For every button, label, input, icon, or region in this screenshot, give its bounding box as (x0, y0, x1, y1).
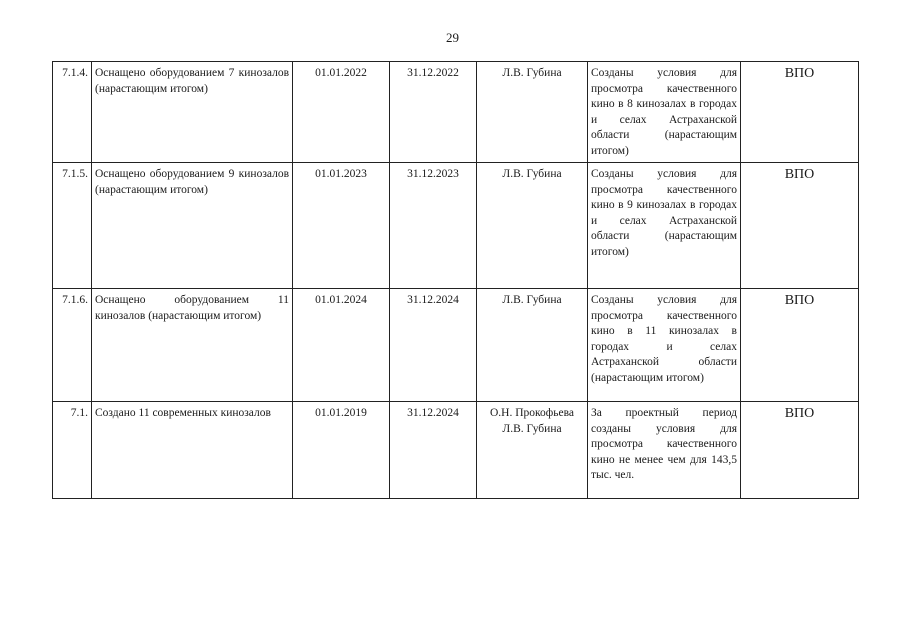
document-type: ВПО (741, 289, 859, 402)
start-date: 01.01.2023 (293, 163, 390, 289)
end-date: 31.12.2022 (390, 62, 477, 163)
result-description: За проектный период созданы условия для просмотра качественного кино не менее чем для 143,5 тыс. чел. (588, 402, 741, 499)
task-name: Оснащено оборудованием 7 кинозалов (нарастающим итогом) (92, 62, 293, 163)
document-type: ВПО (741, 62, 859, 163)
table-row (53, 289, 859, 402)
row-number: 7.1.6. (53, 289, 92, 402)
row-number: 7.1.4. (53, 62, 92, 163)
responsible-person: Л.В. Губина (477, 289, 588, 402)
document-type: ВПО (741, 402, 859, 499)
responsible-person: Л.В. Губина (477, 163, 588, 289)
row-number: 7.1.5. (53, 163, 92, 289)
task-name: Создано 11 современных кинозалов (92, 402, 293, 499)
start-date: 01.01.2019 (293, 402, 390, 499)
task-name: Оснащено оборудованием 9 кинозалов (нарастающим итогом) (92, 163, 293, 289)
document-type: ВПО (741, 163, 859, 289)
start-date: 01.01.2024 (293, 289, 390, 402)
page-number: 29 (446, 30, 459, 45)
end-date: 31.12.2023 (390, 163, 477, 289)
table-row (53, 163, 859, 289)
responsible-person: Л.В. Губина (477, 62, 588, 163)
result-description: Созданы условия для просмотра качественного кино в 11 кинозалах в городах и селах Астраханской области (нарастающим итогом) (588, 289, 741, 402)
table-row (53, 402, 859, 499)
end-date: 31.12.2024 (390, 402, 477, 499)
responsible-person: О.Н. Прокофьева (490, 407, 574, 419)
responsible-person-second: Л.В. Губина (502, 422, 562, 435)
responsible-persons (477, 402, 588, 499)
table-row (53, 62, 859, 163)
end-date: 31.12.2024 (390, 289, 477, 402)
start-date: 01.01.2022 (293, 62, 390, 163)
task-name: Оснащено оборудованием 11 кинозалов (нарастающим итогом) (92, 289, 293, 402)
result-description: Созданы условия для просмотра качественного кино в 9 кинозалах в городах и селах Астраханской области (нарастающим итогом) (588, 163, 741, 289)
plan-table (52, 61, 859, 499)
result-description: Созданы условия для просмотра качественного кино в 8 кинозалах в городах и селах Астраханской области (нарастающим итогом) (588, 62, 741, 163)
row-number: 7.1. (53, 402, 92, 499)
